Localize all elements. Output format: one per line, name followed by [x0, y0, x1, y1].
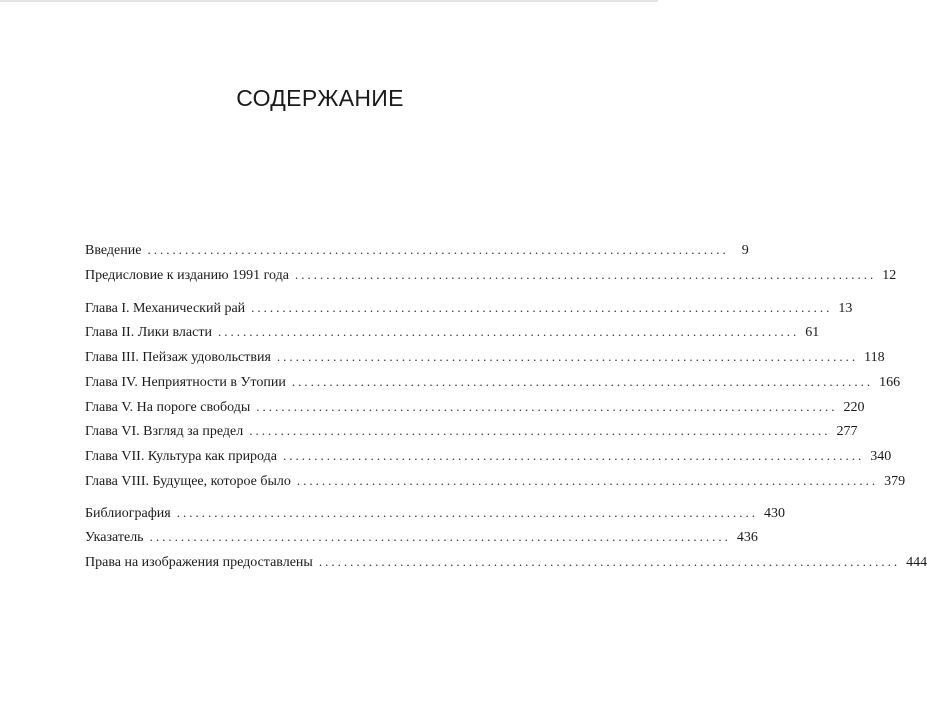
toc-entry-label: Глава I. Механический рай — [85, 300, 246, 316]
dot-leader: ............................................................................................. — [249, 423, 831, 439]
dot-leader: ............................................................................................. — [256, 398, 838, 414]
toc-entry-chapter-1 — [85, 296, 853, 321]
toc-entry-label: Библиография — [85, 505, 171, 521]
toc-entry-introduction — [85, 238, 749, 263]
toc-entry-chapter-8 — [85, 469, 906, 494]
top-border — [0, 0, 658, 2]
toc-entry-page: 220 — [843, 399, 865, 415]
toc-entry-chapter-3 — [85, 345, 885, 370]
toc-entry-page: 444 — [906, 555, 927, 570]
dot-leader: ............................................................................................. — [217, 324, 800, 340]
toc-entry-page: 430 — [764, 505, 785, 521]
toc-entry-label: Предисловие к изданию 1991 года — [85, 267, 289, 283]
dot-leader: ............................................................................................. — [149, 529, 731, 545]
toc-entry-label: Глава VI. Взгляд за предел — [85, 424, 244, 440]
dot-leader: ............................................................................................. — [283, 448, 865, 463]
dot-leader: ............................................................................................. — [176, 504, 758, 520]
toc-entry-label: Глава V. На пороге свободы — [85, 399, 251, 415]
dot-leader: ............................................................................................. — [276, 349, 859, 364]
toc-entry-image-credits — [85, 550, 927, 575]
toc-entry-label: Глава VII. Культура как природа — [85, 449, 277, 464]
dot-leader: ............................................................................................. — [318, 554, 901, 569]
toc-entry-label: Права на изображения предоставлены — [85, 555, 313, 570]
toc-entry-label: Глава II. Лики власти — [85, 325, 212, 341]
dot-leader: ............................................................................................. — [296, 472, 879, 488]
toc-entry-label: Указатель — [85, 530, 144, 546]
toc-entry-bibliography — [85, 501, 785, 526]
toc-entry-page: 277 — [836, 424, 858, 440]
toc-entry-chapter-7 — [85, 444, 892, 469]
toc-entry-chapter-5 — [85, 395, 865, 420]
toc-entry-index — [85, 525, 758, 550]
toc-entry-page: 340 — [870, 449, 892, 464]
toc-entry-page: 9 — [741, 243, 749, 258]
toc-entry-chapter-6 — [85, 419, 858, 444]
page-title: СОДЕРЖАНИЕ — [236, 85, 404, 111]
toc-entry-label: Глава VIII. Будущее, которое было — [85, 473, 291, 489]
toc-entry-label: Глава IV. Неприятности в Утопии — [85, 374, 286, 390]
toc-entry-page: 61 — [805, 325, 820, 341]
dot-leader: ............................................................................................. — [294, 266, 877, 282]
toc-entry-label: Глава III. Пейзаж удовольствия — [85, 350, 271, 365]
dot-leader: ............................................................................................. — [251, 299, 833, 315]
toc-entry-page: 118 — [864, 350, 885, 365]
toc-entry-page: 12 — [882, 267, 897, 283]
dot-leader: ............................................................................................. — [291, 373, 874, 389]
dot-leader: ............................................................................................. — [147, 242, 729, 257]
table-of-contents — [85, 238, 927, 575]
toc-entry-page: 166 — [879, 374, 901, 390]
toc-entry-chapter-4 — [85, 370, 901, 395]
toc-entry-page: 13 — [838, 300, 853, 316]
toc-entry-chapter-2 — [85, 320, 820, 345]
toc-entry-preface — [85, 263, 897, 288]
toc-entry-page: 436 — [736, 530, 758, 546]
toc-entry-page: 379 — [884, 473, 906, 489]
toc-entry-label: Введение — [85, 243, 142, 258]
